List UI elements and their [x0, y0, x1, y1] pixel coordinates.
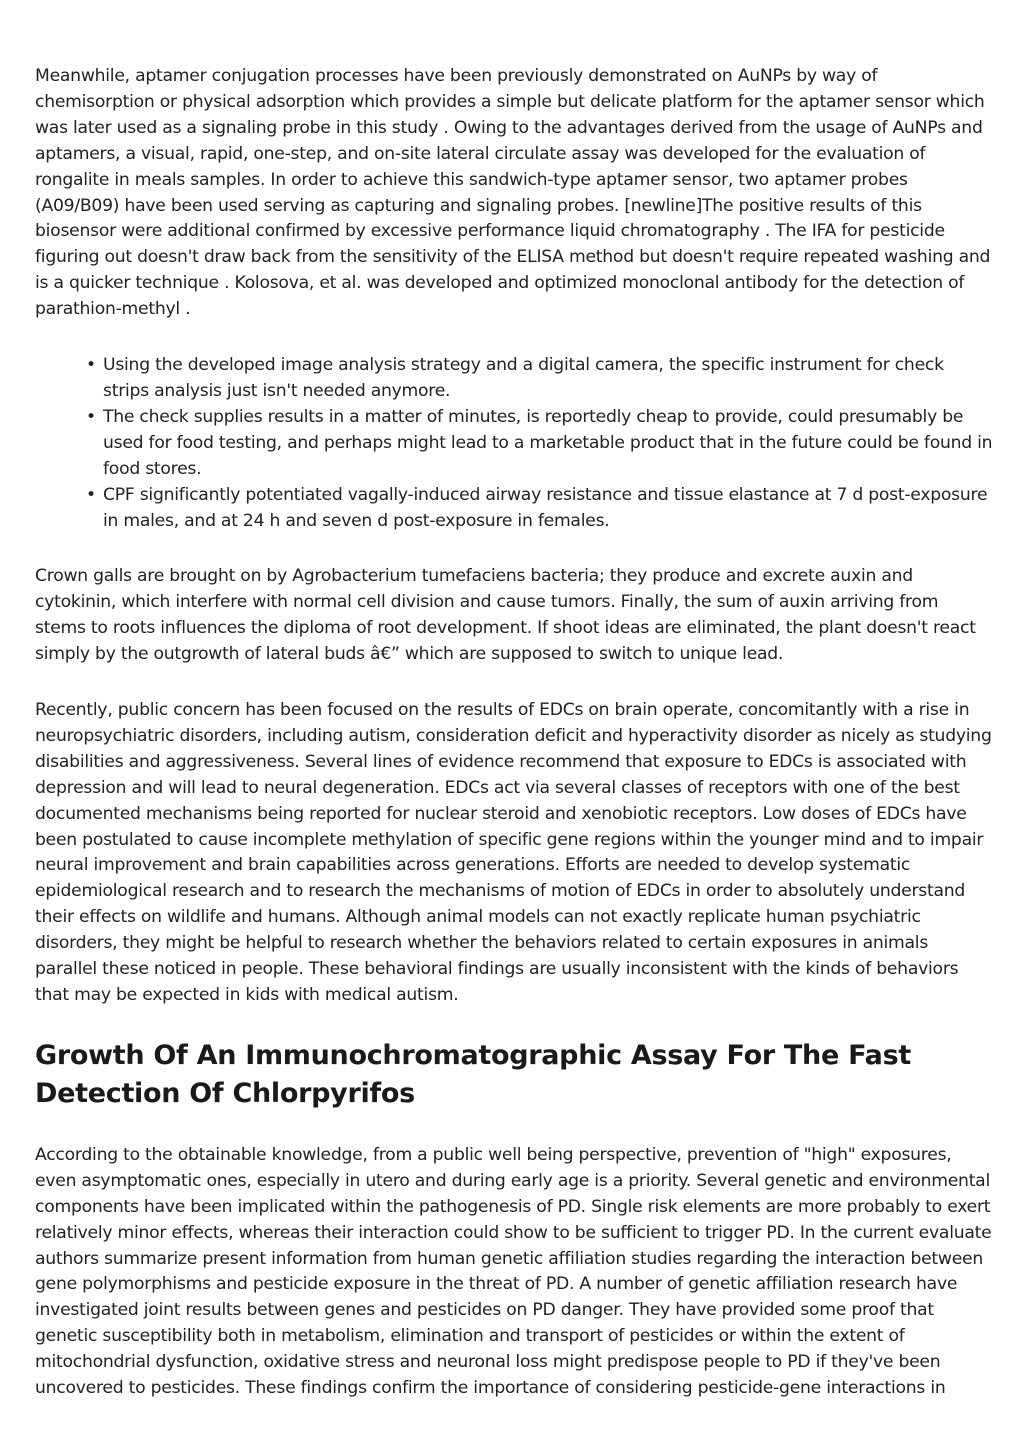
- bullet-list: [35, 353, 993, 534]
- list-item-text: CPF significantly potentiated vagally-induced airway resistance and tissue elastance at 7 d post-exposure in males, and at 24 h and seven d post-exposure in females.: [103, 484, 988, 531]
- spacer: [35, 1113, 993, 1143]
- section-heading: Growth Of An Immunochromatographic Assay For The Fast Detection Of Chlorpyrifos: [35, 1039, 911, 1109]
- bullet-marker: •: [86, 484, 96, 505]
- list-item: [86, 353, 993, 405]
- bullet-marker: •: [86, 406, 96, 427]
- spacer: [35, 323, 993, 353]
- article-body: [35, 64, 993, 1402]
- spacer: [35, 1009, 993, 1037]
- paragraph-edcs: Recently, public concern has been focused on the results of EDCs on brain operate, concomitantly with a rise in neuropsychiatric disorders, including autism, consideration deficit and hyperactivity disorder as nicely as studying disabilities and aggressiveness. Several lines of evidence recommend that exposure to EDCs is associated with depression and will lead to neural degeneration. EDCs act via several classes of receptors with one of the best documented mechanisms being reported for nuclear steroid and xenobiotic receptors. Low doses of EDCs have been postulated to cause incomplete methylation of specific gene regions within the younger mind and to impair neural improvement and brain capabilities across generations. Efforts are needed to develop systematic epidemiological research and to research the mechanisms of motion of EDCs in order to absolutely understand their effects on wildlife and humans. Although animal models can not exactly replicate human psychiatric disorders, they might be helpful to research whether the behaviors related to certain exposures in animals parallel these noticed in people. These behavioral findings are usually inconsistent with the kinds of behaviors that may be expected in kids with medical autism.: [35, 700, 992, 1005]
- paragraph-pd-pesticides: According to the obtainable knowledge, from a public well being perspective, prevention of "high" exposures, even asymptomatic ones, especially in utero and during early age is a priority. Several genetic and environmental components have been implicated within the pathogenesis of PD. Single risk elements are more probably to exert relatively minor effects, whereas their interaction could show to be sufficient to trigger PD. In the current evaluate authors summarize present information from human genetic affiliation studies regarding the interaction between gene polymorphisms and pesticide exposure in the threat of PD. A number of genetic affiliation research have investigated joint results between genes and pesticides on PD danger. They have provided some proof that genetic susceptibility both in metabolism, elimination and transport of pesticides or within the extent of mitochondrial dysfunction, oxidative stress and neuronal loss might predispose people to PD if they've been uncovered to pesticides. These findings confirm the importance of considering pesticide-gene interactions in: [35, 1144, 992, 1399]
- list-item: [86, 483, 993, 535]
- list-item-text: Using the developed image analysis strategy and a digital camera, the specific instrument for check strips analysis just isn't needed anymore.: [103, 355, 944, 401]
- list-item: [86, 405, 993, 483]
- spacer: [35, 534, 993, 564]
- spacer: [35, 668, 993, 698]
- list-item-text: The check supplies results in a matter of minutes, is reportedly cheap to provide, could presumably be used for food testing, and perhaps might lead to a marketable product that in the future could be found in food stores.: [103, 406, 993, 479]
- bullet-marker: •: [86, 355, 96, 376]
- paragraph-crown-galls: Crown galls are brought on by Agrobacterium tumefaciens bacteria; they produce and excrete auxin and cytokinin, which interfere with normal cell division and cause tumors. Finally, the sum of auxin arriving from stems to roots influences the diploma of root development. If shoot ideas are eliminated, the plant doesn't react simply by the outgrowth of lateral buds â€” which are supposed to switch to unique lead.: [35, 566, 976, 665]
- paragraph-aptamer: Meanwhile, aptamer conjugation processes have been previously demonstrated on AuNPs by way of chemisorption or physical adsorption which provides a simple but delicate platform for the aptamer sensor which was later used as a signaling probe in this study . Owing to the advantages derived from the usage of AuNPs and aptamers, a visual, rapid, one-step, and on-site lateral circulate assay was developed for the evaluation of rongalite in meals samples. In order to achieve this sandwich-type aptamer sensor, two aptamer probes (A09/B09) have been used serving as capturing and signaling probes. [newline]The positive results of this biosensor were additional confirmed by excessive performance liquid chromatography . The IFA for pesticide figuring out doesn't draw back from the sensitivity of the ELISA method but doesn't require repeated washing and is a quicker technique . Kolosova, et al. was developed and optimized monoclonal antibody for the detection of parathion-methyl .: [35, 66, 991, 320]
